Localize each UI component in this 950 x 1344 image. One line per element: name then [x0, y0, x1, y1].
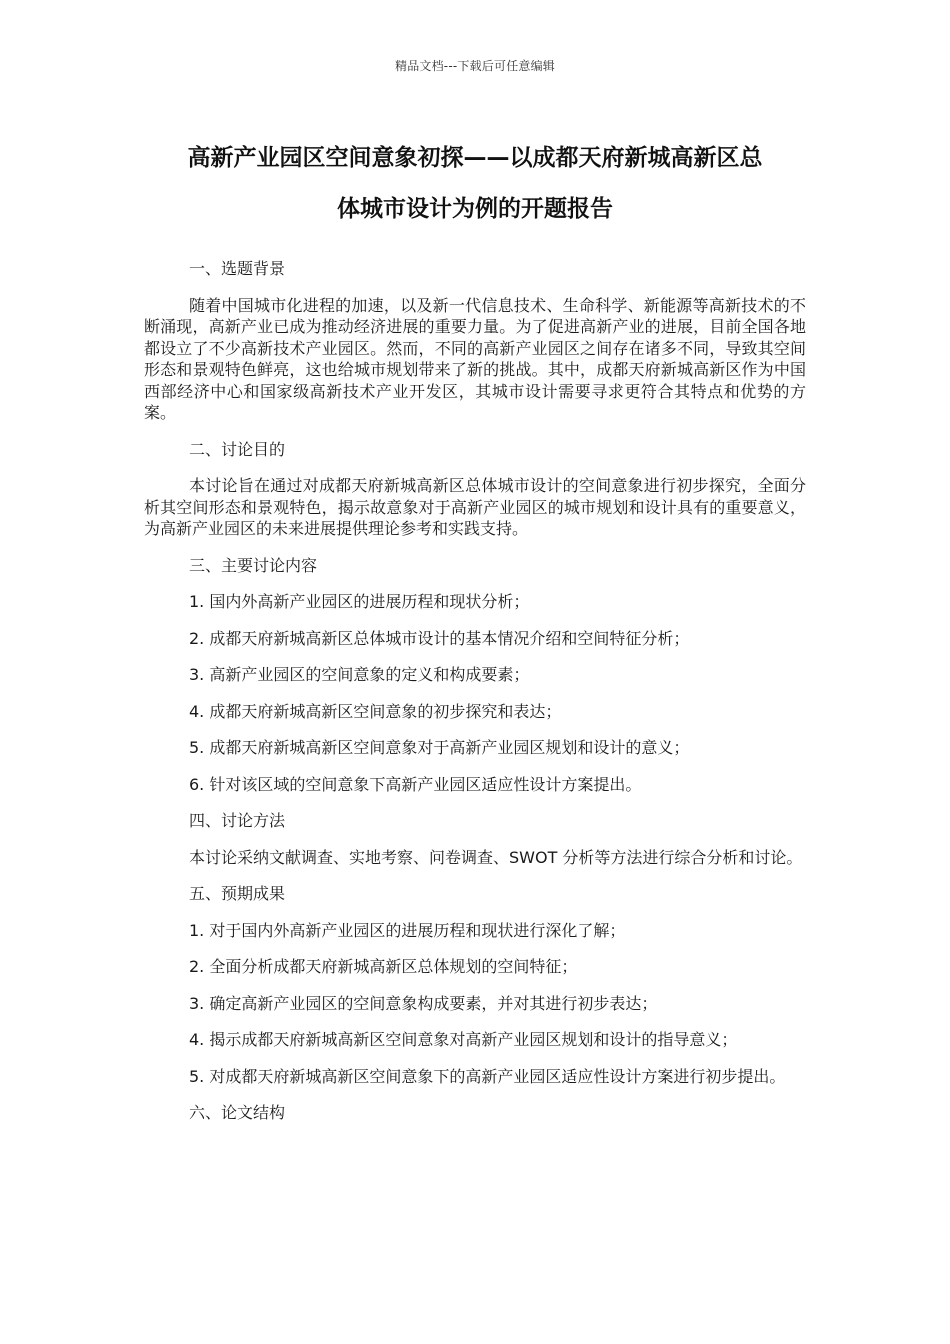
list-item: 5. 对成都天府新城高新区空间意象下的高新产业园区适应性设计方案进行初步提出。	[189, 1066, 786, 1086]
header-note: 精品文档---下载后可任意编辑	[395, 59, 555, 73]
list-item: 2. 成都天府新城高新区总体城市设计的基本情况介绍和空间特征分析；	[189, 628, 690, 648]
list-item: 6. 针对该区域的空间意象下高新产业园区适应性设计方案提出。	[189, 774, 642, 794]
section-heading-structure: 六、论文结构	[189, 1103, 286, 1122]
list-item: 5. 成都天府新城高新区空间意象对于高新产业园区规划和设计的意义；	[189, 738, 690, 757]
paragraph-methods: 本讨论采纳文献调查、实地考察、问卷调查、SWOT 分析等方法进行综合分析和讨论。	[189, 847, 803, 867]
section-heading-content: 三、主要讨论内容	[189, 555, 318, 575]
list-item: 3. 确定高新产业园区的空间意象构成要素，并对其进行初步表达；	[189, 993, 658, 1013]
title-line-1: 高新产业园区空间意象初探——以成都天府新城高新区总	[187, 145, 763, 171]
title-line-2: 体城市设计为例的开题报告	[337, 196, 613, 222]
list-item: 1. 对于国内外高新产业园区的进展历程和现状进行深化了解；	[189, 920, 626, 940]
document-body	[144, 258, 806, 1139]
section-heading-outcomes: 五、预期成果	[189, 884, 286, 903]
section-heading-methods: 四、讨论方法	[189, 811, 286, 830]
paragraph-background: 随着中国城市化进程的加速，以及新一代信息技术、生命科学、新能源等高新技术的不断涌现，高新产业已成为推动经济进展的重要力量。为了促进高新产业的进展，目前全国各地都设立了不少高新技术产业园区。然而，不同的高新产业园区之间存在诸多不同，导致其空间形态和景观特色鲜亮，这也给城市规划带来了新的挑战。其中，成都天府新城高新区作为中国西部经济中心和国家级高新技术产业开发区，其城市设计需要寻求更符合其特点和优势的方案。	[144, 295, 806, 422]
list-item: 4. 成都天府新城高新区空间意象的初步探究和表达；	[189, 701, 562, 721]
section-heading-purpose: 二、讨论目的	[189, 439, 286, 459]
list-item: 2. 全面分析成都天府新城高新区总体规划的空间特征；	[189, 957, 578, 976]
list-item: 3. 高新产业园区的空间意象的定义和构成要素；	[189, 665, 530, 684]
list-item: 1. 国内外高新产业园区的进展历程和现状分析；	[189, 592, 530, 611]
paragraph-purpose: 本讨论旨在通过对成都天府新城高新区总体城市设计的空间意象进行初步探究，全面分析其空间形态和景观特色，揭示故意象对于高新产业园区的城市规划和设计具有的重要意义，为高新产业园区的未来进展提供理论参考和实践支持。	[144, 476, 806, 538]
section-heading-background: 一、选题背景	[189, 259, 286, 278]
list-item: 4. 揭示成都天府新城高新区空间意象对高新产业园区规划和设计的指导意义；	[189, 1030, 738, 1049]
document-title	[140, 133, 810, 235]
